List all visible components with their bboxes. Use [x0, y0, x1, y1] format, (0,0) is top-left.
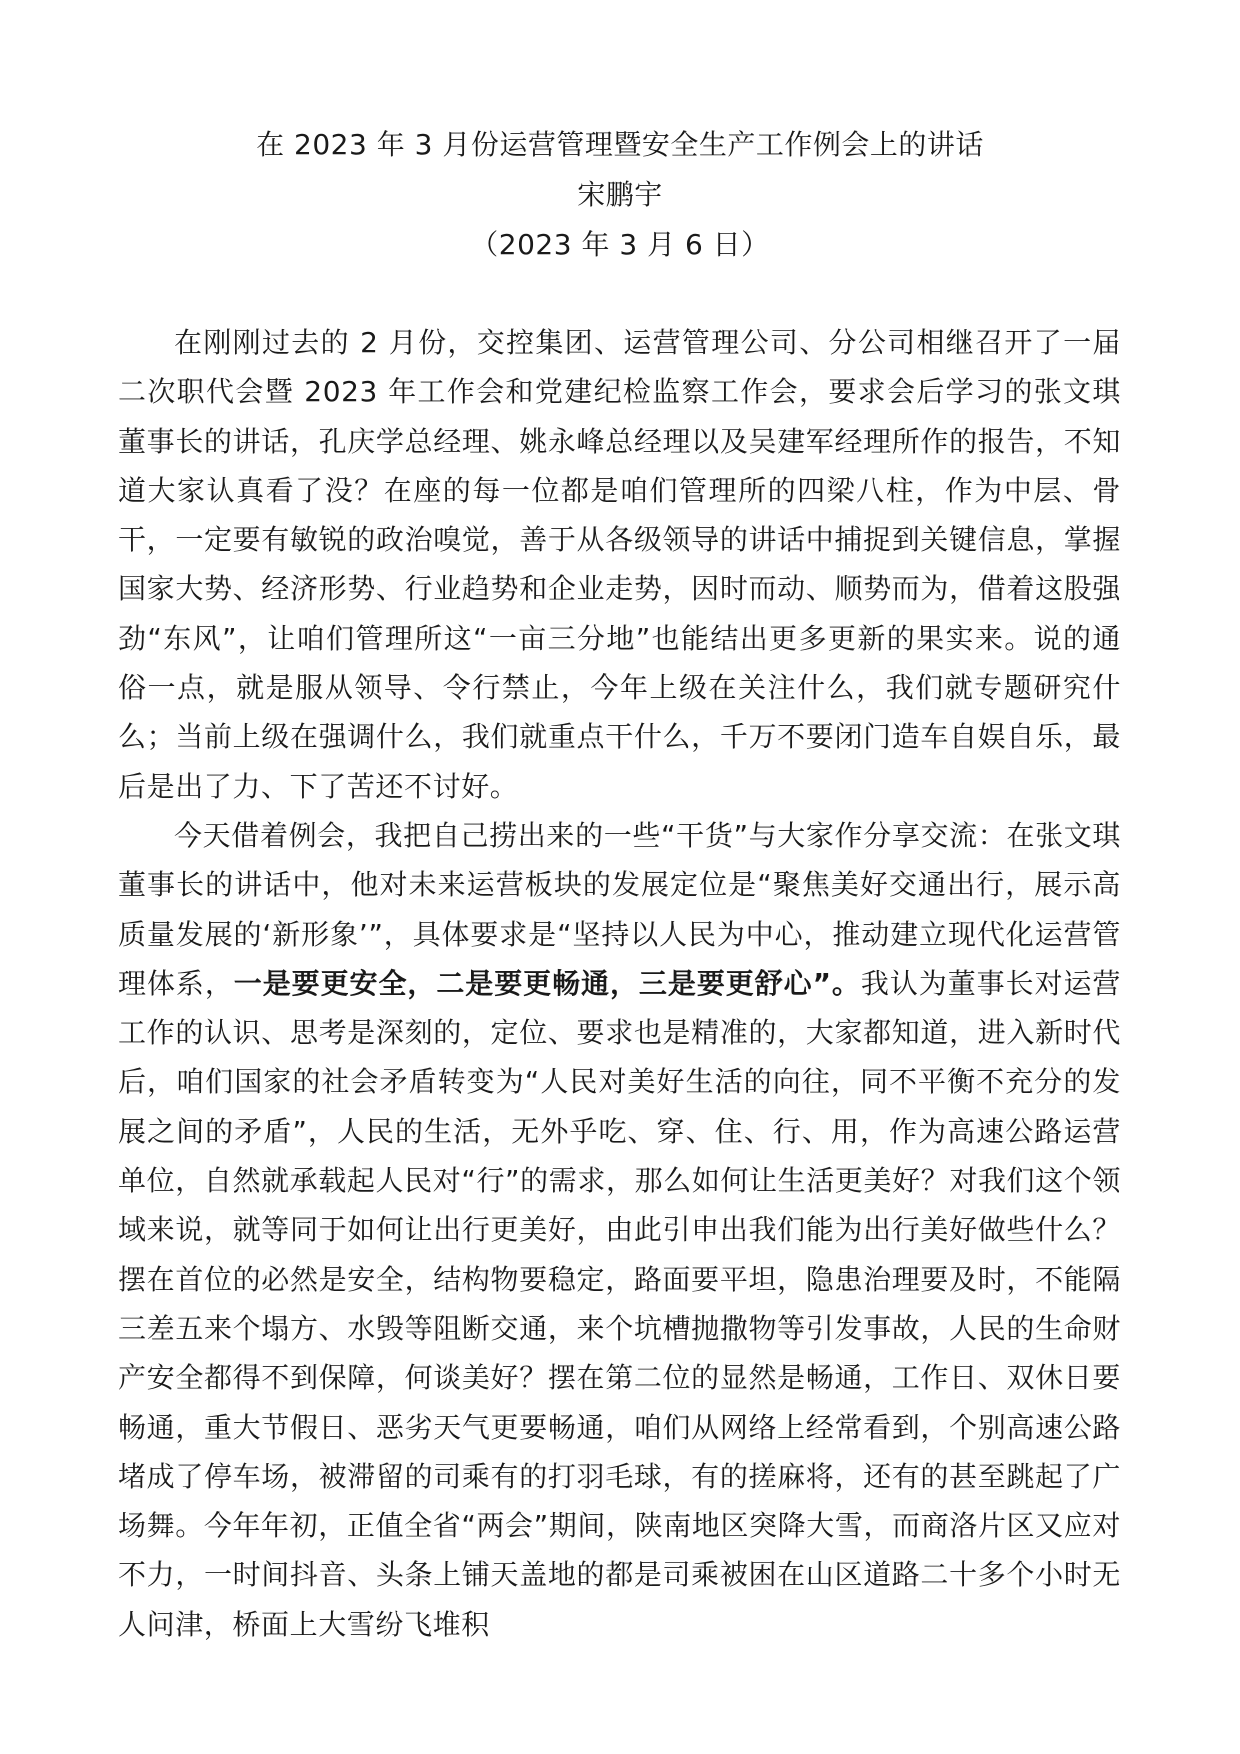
- speech-date: （2023 年 3 月 6 日）: [470, 228, 770, 261]
- author-name: 宋鹏宇: [577, 178, 663, 211]
- document-body: [118, 318, 1121, 1649]
- paragraph-2-text-before: 今天借着例会，我把自己捞出来的一些“干货”与大家作分享交流：在张文琪董事长的讲话中，他对未来运营板块的发展定位是“聚焦美好交通出行，展示高质量发展的‘新形象’”，具体要求是“坚持以人民为中心，推动建立现代化运营管理体系，: [118, 818, 1121, 1000]
- paragraph-2-text-after: 我认为董事长对运营工作的认识、思考是深刻的，定位、要求也是精准的，大家都知道，进入新时代后，咱们国家的社会矛盾转变为“人民对美好生活的向往，同不平衡不充分的发展之间的矛盾”，人民的生活，无外乎吃、穿、住、行、用，作为高速公路运营单位，自然就承载起人民对“行”的需求，那么如何让生活更美好？对我们这个领域来说，就等同于如何让出行更美好，由此引申出我们能为出行美好做些什么？摆在首位的必然是安全，结构物要稳定，路面要平坦，隐患治理要及时，不能隔三差五来个塌方、水毁等阻断交通，来个坑槽抛撒物等引发事故，人民的生命财产安全都得不到保障，何谈美好？摆在第二位的显然是畅通，工作日、双休日要畅通，重大节假日、恶劣天气更要畅通，咱们从网络上经常看到，个别高速公路堵成了停车场，被滞留的司乘有的打羽毛球，有的搓麻将，还有的甚至跳起了广场舞。今年年初，正值全省“两会”期间，陕南地区突降大雪，而商洛片区又应对不力，一时间抖音、头条上铺天盖地的都是司乘被困在山区道路二十多个小时无人问津，桥面上大雪纷飞堆积: [118, 966, 1122, 1641]
- paragraph-1: 在刚刚过去的 2 月份，交控集团、运营管理公司、分公司相继召开了一届二次职代会暨 2023 年工作会和党建纪检监察工作会，要求会后学习的张文琪董事长的讲话，孔庆学总经理、姚永峰总经理以及吴建军经理所作的报告，不知道大家认真看了没？在座的每一位都是咱们管理所的四梁八柱，作为中层、骨干，一定要有敏锐的政治嗅觉，善于从各级领导的讲话中捕捉到关键信息，掌握国家大势、经济形势、行业趋势和企业走势，因时而动、顺势而为，借着这股强劲“东风”，让咱们管理所这“一亩三分地”也能结出更多更新的果实来。说的通俗一点，就是服从领导、令行禁止，今年上级在关注什么，我们就专题研究什么；当前上级在强调什么，我们就重点干什么，千万不要闭门造车自娱自乐，最后是出了力、下了苦还不讨好。: [118, 326, 1121, 803]
- paragraph-2: [118, 811, 1121, 1649]
- paragraph-2-emphasis: 一是要更安全，二是要更畅通，三是要更舒心”。: [233, 966, 861, 1000]
- document-title: 在 2023 年 3 月份运营管理暨安全生产工作例会上的讲话: [256, 128, 984, 161]
